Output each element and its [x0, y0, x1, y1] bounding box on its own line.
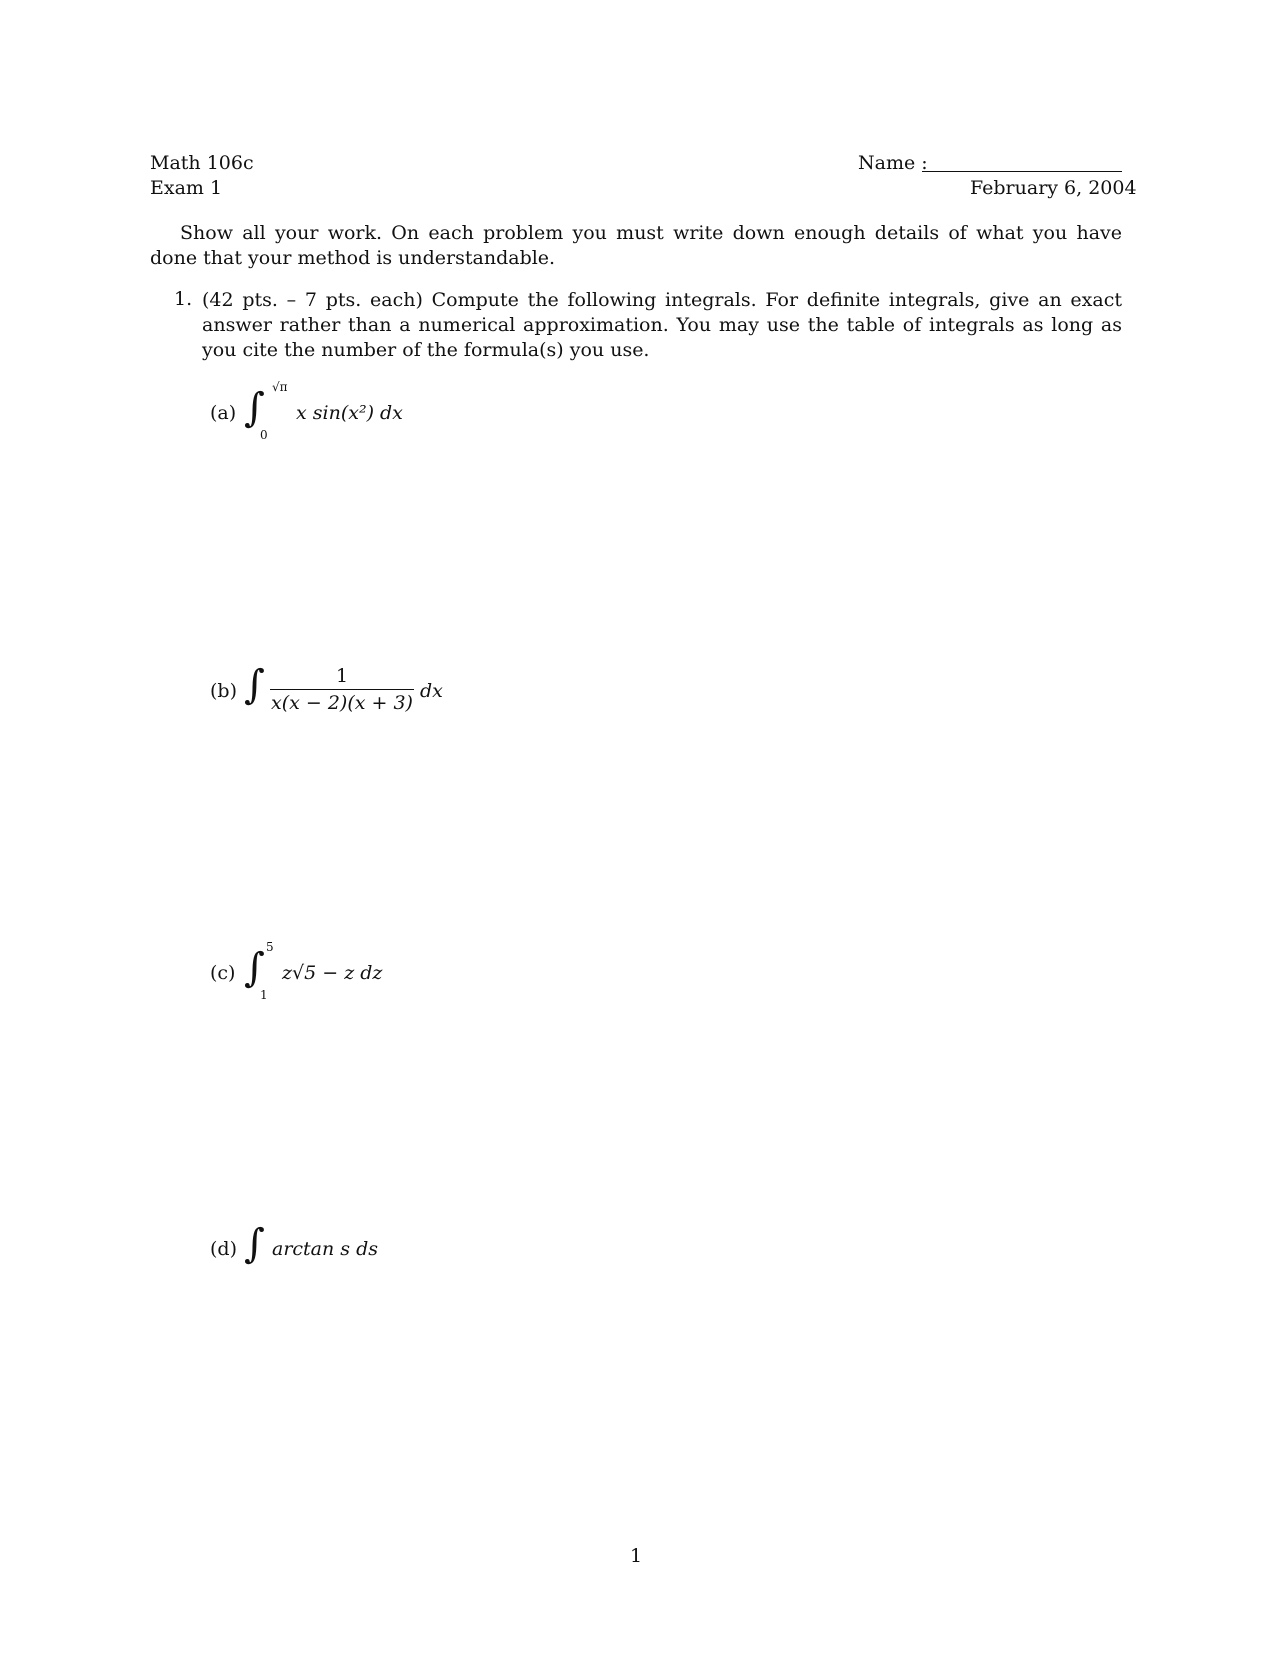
problem-text: (42 pts. – 7 pts. each) Compute the following integrals. For definite integrals, give an exact answer rather than a numerical approximation. You may use the table of integrals as long as you cite the number of the formula(s) you use.	[202, 289, 1122, 361]
integrand: arctan s ds	[272, 1238, 378, 1260]
name-label: Name :	[858, 152, 928, 174]
part-b-label: (b)	[210, 680, 237, 702]
exam-date: February 6, 2004	[970, 177, 1137, 199]
exam-title: Exam 1	[150, 177, 223, 199]
part-a-label: (a)	[210, 402, 237, 424]
upper-limit: 5	[266, 940, 274, 954]
fraction-bar	[270, 689, 414, 690]
course-title: Math 106c	[150, 152, 254, 174]
integral-sign: ∫	[244, 945, 265, 991]
part-d-label: (d)	[210, 1238, 237, 1260]
fraction	[270, 665, 414, 714]
upper-limit: √π	[272, 380, 288, 394]
lower-limit: 1	[260, 988, 268, 1002]
numerator: 1	[335, 665, 349, 687]
lower-limit: 0	[260, 428, 268, 442]
name-field-line[interactable]	[922, 171, 1122, 172]
integral-sign: ∫	[244, 662, 265, 708]
page-number: 1	[630, 1545, 643, 1567]
instructions: Show all your work. On each problem you must write down enough details of what you have done that your method is understandable.	[150, 222, 1122, 269]
integrand: z√5 − z dz	[282, 962, 383, 984]
integrand: x sin(x²) dx	[296, 402, 403, 424]
integral-sign: ∫	[244, 385, 265, 431]
differential: dx	[420, 680, 443, 702]
problem-number: 1.	[174, 288, 193, 310]
integral-sign: ∫	[244, 1221, 265, 1267]
denominator: x(x − 2)(x + 3)	[271, 692, 413, 714]
part-c-label: (c)	[210, 962, 236, 984]
